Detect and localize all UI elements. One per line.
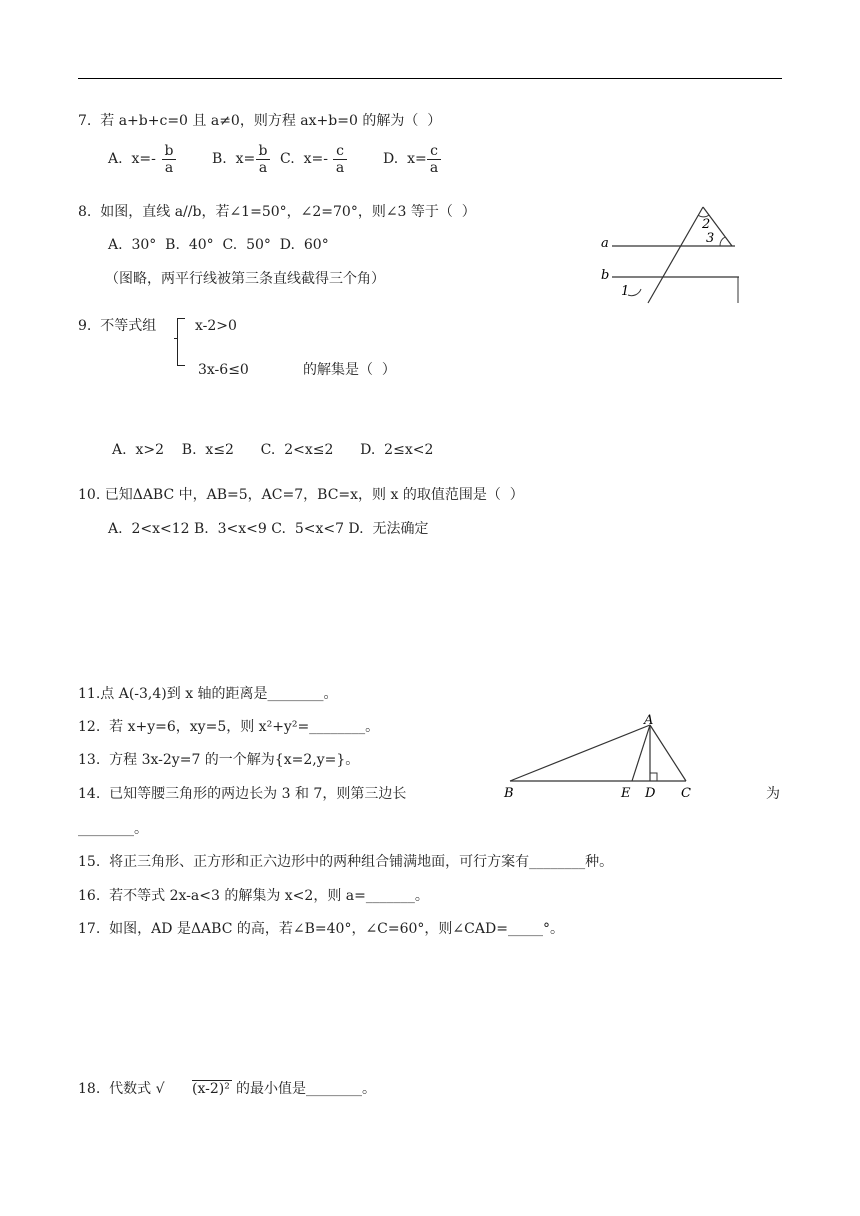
q15-text: 15. 将正三角形、正方形和正六边形中的两种组合铺满地面，可行方案有________种。 bbox=[78, 854, 614, 870]
q10-options: A. 2<x<12 B. 3<x<9 C. 5<x<7 D. 无法确定 bbox=[108, 521, 429, 537]
q7-option-d: D. x= bbox=[383, 151, 427, 167]
q7-option-b: B. x= bbox=[212, 151, 256, 167]
q8-parallel-lines-figure bbox=[595, 195, 745, 307]
q14-tail: 为 bbox=[766, 786, 780, 802]
q8-fig-label-1: 1 bbox=[621, 284, 630, 299]
q17-fig-label-e: E bbox=[621, 786, 631, 801]
q7-stem: 7. 若 a+b+c=0 且 a≠0，则方程 ax+b=0 的解为（ ） bbox=[78, 113, 442, 129]
q17-fig-label-a: A bbox=[644, 713, 654, 728]
q7-a-numerator: b bbox=[162, 143, 176, 160]
q18-suffix: 的最小值是________。 bbox=[236, 1081, 376, 1097]
q7-option-c-fraction bbox=[333, 143, 347, 176]
q7-option-d-fraction bbox=[427, 143, 441, 176]
q7-b-denominator: a bbox=[258, 160, 268, 176]
q8-fig-label-2: 2 bbox=[702, 217, 711, 232]
q18-prefix: 18. 代数式 √ bbox=[78, 1081, 165, 1097]
q8-fig-label-3: 3 bbox=[706, 231, 715, 246]
q7-option-c: C. x=- bbox=[280, 151, 328, 167]
q8-options: A. 30° B. 40° C. 50° D. 60° bbox=[108, 237, 329, 253]
q7-option-a-fraction bbox=[162, 143, 176, 176]
q7-c-numerator: c bbox=[333, 143, 347, 160]
q7-d-denominator: a bbox=[429, 160, 439, 176]
top-rule bbox=[78, 78, 782, 79]
q8-note: （图略，两平行线被第三条直线截得三个角） bbox=[105, 271, 385, 287]
q9-brace bbox=[177, 318, 186, 366]
q14-blank: ________。 bbox=[78, 821, 148, 837]
q9-stem: 9. 不等式组 bbox=[78, 318, 157, 334]
q9-inequality-2: 3x-6≤0 bbox=[198, 362, 249, 378]
q7-d-numerator: c bbox=[427, 143, 441, 160]
q13-text: 13. 方程 3x-2y=7 的一个解为{x=2,y=}。 bbox=[78, 752, 360, 768]
q17-fig-label-d: D bbox=[645, 786, 656, 801]
q10-stem: 10. 已知ΔABC 中，AB=5，AC=7，BC=x，则 x 的取值范围是（ ） bbox=[78, 487, 524, 503]
q17-text: 17. 如图，AD 是ΔABC 的高，若∠B=40°，∠C=60°，则∠CAD=_____°。 bbox=[78, 921, 564, 937]
q8-stem: 8. 如图，直线 a//b，若∠1=50°，∠2=70°，则∠3 等于（ ） bbox=[78, 204, 476, 220]
q7-c-denominator: a bbox=[335, 160, 345, 176]
q9-inequality-1: x-2>0 bbox=[195, 318, 237, 334]
q18-radicand: (x-2)² bbox=[192, 1081, 230, 1097]
q17-fig-label-c: C bbox=[681, 786, 691, 801]
q8-fig-label-a: a bbox=[601, 236, 609, 251]
q9-suffix: 的解集是（ ） bbox=[303, 362, 396, 378]
q14-text: 14. 已知等腰三角形的两边长为 3 和 7，则第三边长 bbox=[78, 786, 407, 802]
q17-triangle-figure bbox=[500, 708, 700, 803]
q16-text: 16. 若不等式 2x-a<3 的解集为 x<2，则 a=_______。 bbox=[78, 888, 429, 904]
q11-text: 11.点 A(-3,4)到 x 轴的距离是________。 bbox=[78, 686, 338, 702]
q17-fig-label-b: B bbox=[504, 786, 514, 801]
q8-fig-label-b: b bbox=[601, 268, 610, 283]
q7-a-denominator: a bbox=[164, 160, 174, 176]
q7-option-a: A. x=- bbox=[108, 151, 156, 167]
q7-option-b-fraction bbox=[256, 143, 270, 176]
q12-text: 12. 若 x+y=6，xy=5，则 x²+y²=________。 bbox=[78, 719, 380, 735]
q9-options: A. x>2 B. x≤2 C. 2<x≤2 D. 2≤x<2 bbox=[112, 442, 434, 458]
q7-b-numerator: b bbox=[256, 143, 270, 160]
